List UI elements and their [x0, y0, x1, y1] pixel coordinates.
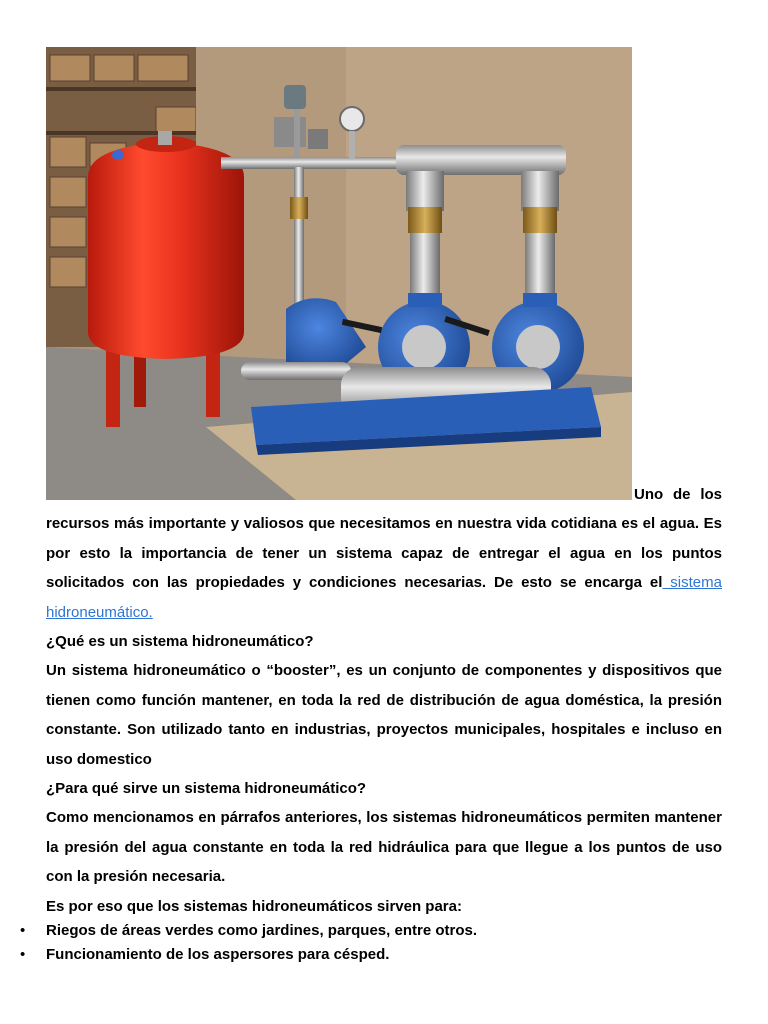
uses-list [20, 919, 722, 967]
section-heading-what-for: ¿Para qué sirve un sistema hidroneumático? [46, 780, 367, 798]
hydropneumatic-system-link[interactable]: sistema hidroneumático. [46, 574, 722, 621]
uses-lead-text: Es por eso que los sistemas hidroneumáticos sirven para: [46, 897, 462, 915]
list-item [20, 919, 722, 943]
list-item-text: Riegos de áreas verdes como jardines, parques, entre otros. [46, 922, 477, 940]
what-is-paragraph: Un sistema hidroneumático o “booster”, es un conjunto de componentes y dispositivos que tienen como función mantener, en toda la red de distribución de agua doméstica, la presión constante. Son utilizado tanto en industrias, proyectos municipales, hospitales e incluso en uso domestico [46, 662, 722, 768]
intro-text: Uno de los recursos más importante y valiosos que necesitamos en nuestra vida cotidiana es el agua. Es por esto la importancia de tener un sistema capaz de entregar el agua en los puntos solicitados con las propiedades y condiciones necesarias. De esto se encarga el [46, 486, 722, 592]
document-page [20, 47, 722, 967]
list-item [20, 943, 722, 967]
booster-system-photo [46, 47, 632, 500]
list-item-text: Funcionamiento de los aspersores para césped. [46, 946, 390, 964]
bullet-icon: • [20, 946, 26, 964]
bullet-icon: • [20, 922, 26, 940]
section-heading-what-is: ¿Qué es un sistema hidroneumático? [46, 633, 314, 651]
what-for-paragraph: Como mencionamos en párrafos anteriores, los sistemas hidroneumáticos permiten mantener la presión del agua constante en toda la red hidráulica para que llegue a los puntos de uso con la presión necesaria. [46, 809, 722, 886]
